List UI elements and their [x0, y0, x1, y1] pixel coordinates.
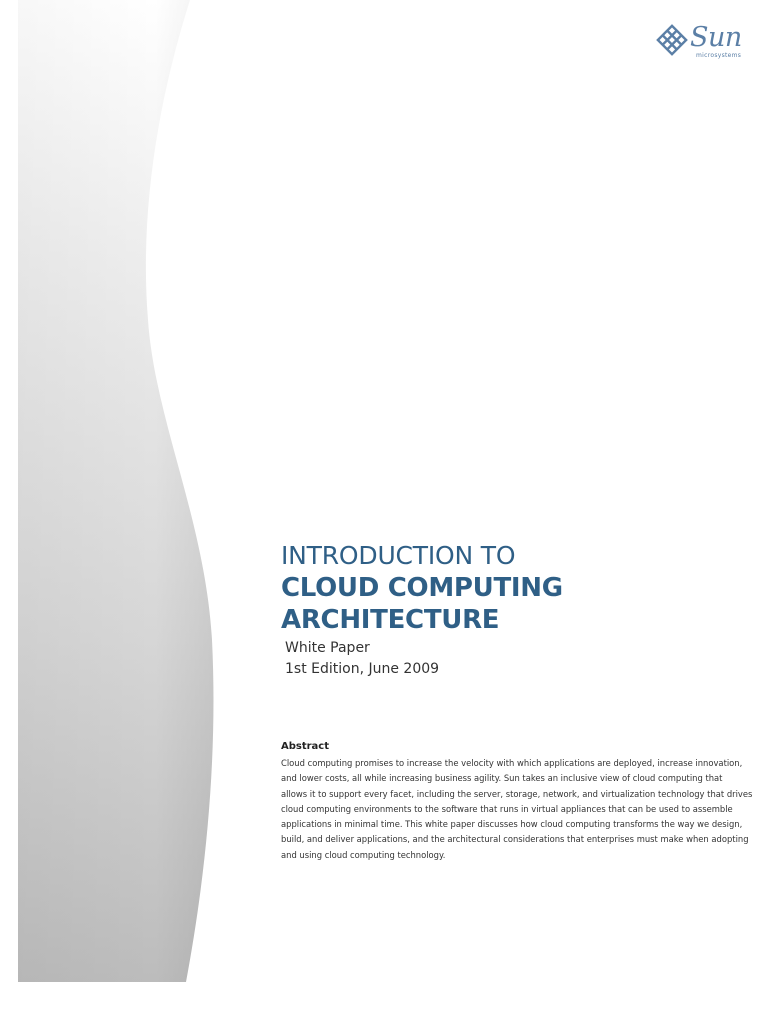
logo-wordmark: Sun	[690, 22, 742, 53]
abstract-heading: Abstract	[281, 741, 330, 752]
logo-tagline: microsystems	[696, 52, 742, 59]
document-type: White Paper	[285, 640, 370, 656]
title-line-3: ARCHITECTURE	[281, 605, 500, 635]
abstract-line: applications in minimal time. This white paper discusses how cloud computing transforms the way we design,	[281, 819, 743, 830]
sun-microsystems-logo	[652, 20, 752, 64]
abstract-line: and using cloud computing technology.	[281, 849, 446, 860]
abstract-body	[281, 756, 751, 863]
edition-date: 1st Edition, June 2009	[285, 661, 440, 677]
abstract-line: allows it to support every facet, including the server, storage, network, and virtualization technology that drives	[281, 788, 753, 799]
abstract-line: Cloud computing promises to increase the velocity with which applications are deployed, increase innovation,	[281, 758, 743, 768]
abstract-line: cloud computing environments to the software that runs in virtual appliances that can be used to assemble	[281, 803, 733, 814]
title-line-2: CLOUD COMPUTING	[281, 573, 563, 603]
abstract-line: build, and deliver applications, and the architectural considerations that enterprises must make when adopting	[281, 834, 749, 845]
title-line-1: INTRODUCTION TO	[281, 541, 516, 570]
abstract-line: and lower costs, all while increasing business agility. Sun takes an inclusive view of cloud computing that	[281, 773, 723, 784]
abstract-section	[281, 740, 751, 863]
title-block	[281, 540, 751, 680]
sun-diamond-icon	[654, 22, 690, 58]
